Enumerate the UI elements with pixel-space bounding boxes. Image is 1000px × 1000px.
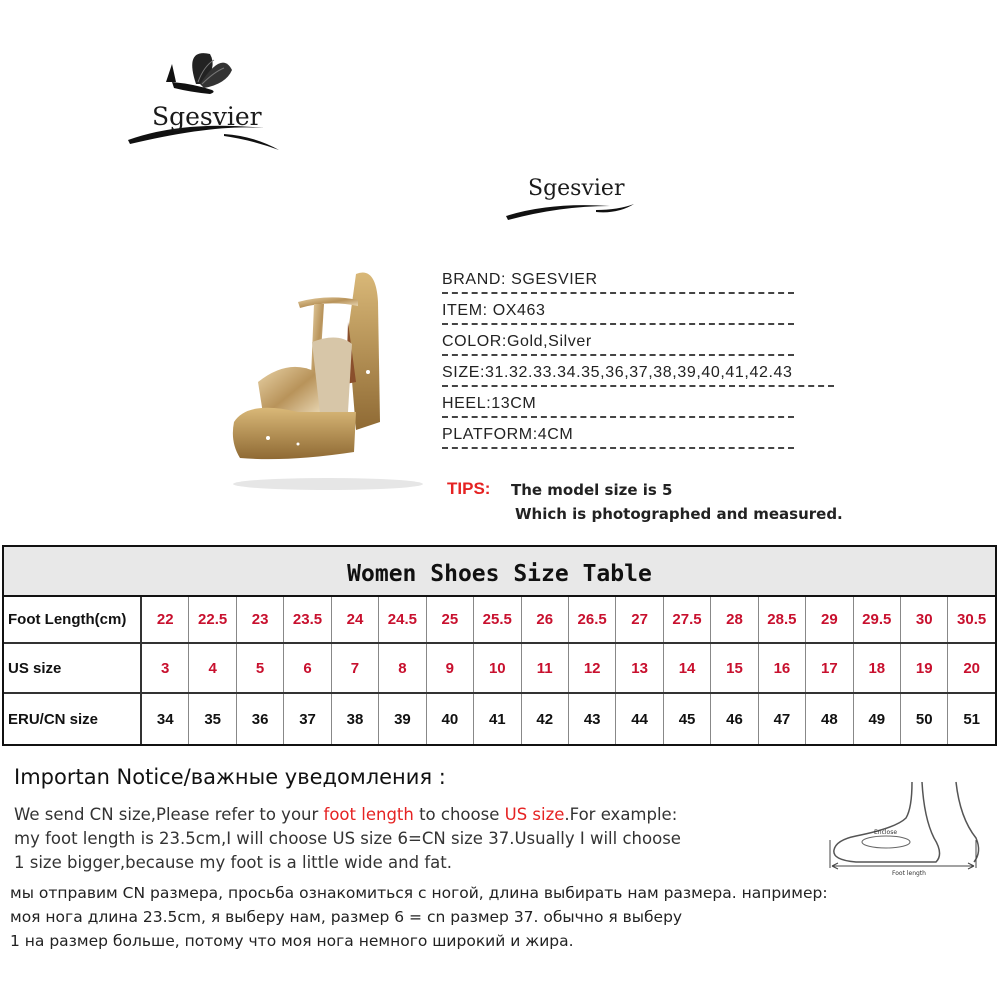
table-cell: 45 <box>664 694 711 744</box>
tips-line2: Which is photographed and measured. <box>515 505 843 523</box>
table-cell: 27 <box>616 597 663 642</box>
table-cell: 51 <box>963 710 980 728</box>
table-cell: 13 <box>616 644 663 692</box>
table-cell: 24.5 <box>379 597 426 642</box>
table-row-us-size <box>4 644 995 694</box>
tips-line1: The model size is 5 <box>511 481 673 499</box>
table-cell: 39 <box>379 694 426 744</box>
table-cell: 19 <box>901 644 948 692</box>
table-cell: 11 <box>522 644 569 692</box>
notice-ru-line2: моя нога длина 23.5cm, я выберу нам, размер 6 = cn размер 37. обычно я выберу <box>10 908 683 926</box>
table-cell: 26.5 <box>569 597 616 642</box>
table-cell: 7 <box>332 644 379 692</box>
table-cell: 22 <box>142 597 189 642</box>
table-cell: 23.5 <box>284 597 331 642</box>
table-cell: 37 <box>284 694 331 744</box>
table-cell: 23 <box>237 597 284 642</box>
table-cell: 36 <box>237 694 284 744</box>
table-cell: 3 <box>142 644 189 692</box>
highlight-us-size: US size <box>504 805 565 824</box>
table-cell: 29 <box>806 597 853 642</box>
table-cell: 38 <box>332 694 379 744</box>
table-cell: 25 <box>427 597 474 642</box>
highlight-foot-length: foot length <box>323 805 414 824</box>
notice-ru-line3: 1 на размер больше, потому что моя нога немного широкий и жира. <box>10 932 574 950</box>
table-cell: 30 <box>901 597 948 642</box>
spec-color: COLOR:Gold,Silver <box>442 330 794 356</box>
table-cell: 35 <box>189 694 236 744</box>
table-cell: 5 <box>237 644 284 692</box>
butterfly-shoe-icon <box>124 44 284 154</box>
table-cell: 42 <box>522 694 569 744</box>
brand-logo-small-text: Sgesvier <box>528 176 625 201</box>
spec-size: SIZE:31.32.33.34.35,36,37,38,39,40,41,42.43 <box>442 361 834 387</box>
row-header: ERU/CN size <box>4 694 142 744</box>
notice-ru-line1: мы отправим CN размера, просьба ознакомиться с ногой, длина выбирать нам размера. например: <box>10 884 828 902</box>
notice-en-line2: my foot length is 23.5cm,I will choose US size 6=CN size 37.Usually I will choose <box>14 829 681 848</box>
spec-brand: BRAND: SGESVIER <box>442 268 794 294</box>
brand-logo-text: Sgesvier <box>152 102 262 131</box>
table-cell: 30.5 <box>957 611 987 628</box>
table-cell: 25.5 <box>474 597 521 642</box>
spec-item: ITEM: OX463 <box>442 299 794 325</box>
brand-logo <box>124 44 284 154</box>
table-cell: 29.5 <box>854 597 901 642</box>
table-cell: 20 <box>963 659 980 677</box>
table-cell: 18 <box>854 644 901 692</box>
product-shoe-image <box>228 262 438 492</box>
table-cell: 50 <box>901 694 948 744</box>
text: .For example: <box>564 805 678 824</box>
foot-enclose-label: Enclose <box>874 829 898 836</box>
table-row-foot-length <box>4 597 995 644</box>
table-cell: 28.5 <box>759 597 806 642</box>
table-cell: 4 <box>189 644 236 692</box>
notice-title: Importan Notice/важные уведомления : <box>14 765 446 789</box>
size-table-title: Women Shoes Size Table <box>4 547 995 597</box>
text: We send CN size,Please refer to your <box>14 805 324 824</box>
table-cell: 49 <box>854 694 901 744</box>
table-cell: 34 <box>142 694 189 744</box>
text: to choose <box>413 805 505 824</box>
tips-label: TIPS: <box>447 479 491 498</box>
table-cell: 10 <box>474 644 521 692</box>
table-cell: 16 <box>759 644 806 692</box>
spec-heel: HEEL:13CM <box>442 392 794 418</box>
row-header: Foot Length(cm) <box>4 597 142 642</box>
table-cell: 14 <box>664 644 711 692</box>
table-cell: 40 <box>427 694 474 744</box>
table-cell: 17 <box>806 644 853 692</box>
table-cell: 22.5 <box>189 597 236 642</box>
notice-en-line3: 1 size bigger,because my foot is a little wide and fat. <box>14 853 452 872</box>
table-cell: 47 <box>759 694 806 744</box>
table-cell: 44 <box>616 694 663 744</box>
table-cell: 12 <box>569 644 616 692</box>
table-cell: 26 <box>522 597 569 642</box>
table-cell: 48 <box>806 694 853 744</box>
spec-platform: PLATFORM:4CM <box>442 423 794 449</box>
table-cell: 27.5 <box>664 597 711 642</box>
foot-outline-icon <box>826 778 986 878</box>
table-row-eu-cn-size <box>4 694 995 744</box>
table-cell: 9 <box>427 644 474 692</box>
table-cell: 6 <box>284 644 331 692</box>
foot-length-label: Foot length <box>892 870 926 877</box>
table-cell: 41 <box>474 694 521 744</box>
table-cell: 8 <box>379 644 426 692</box>
notice-en-line1 <box>14 805 677 824</box>
foot-measure-diagram <box>826 778 986 878</box>
table-cell: 46 <box>711 694 758 744</box>
table-cell: 15 <box>711 644 758 692</box>
table-cell: 43 <box>569 694 616 744</box>
table-cell: 28 <box>711 597 758 642</box>
table-cell: 24 <box>332 597 379 642</box>
size-table <box>2 545 997 746</box>
row-header: US size <box>4 644 142 692</box>
